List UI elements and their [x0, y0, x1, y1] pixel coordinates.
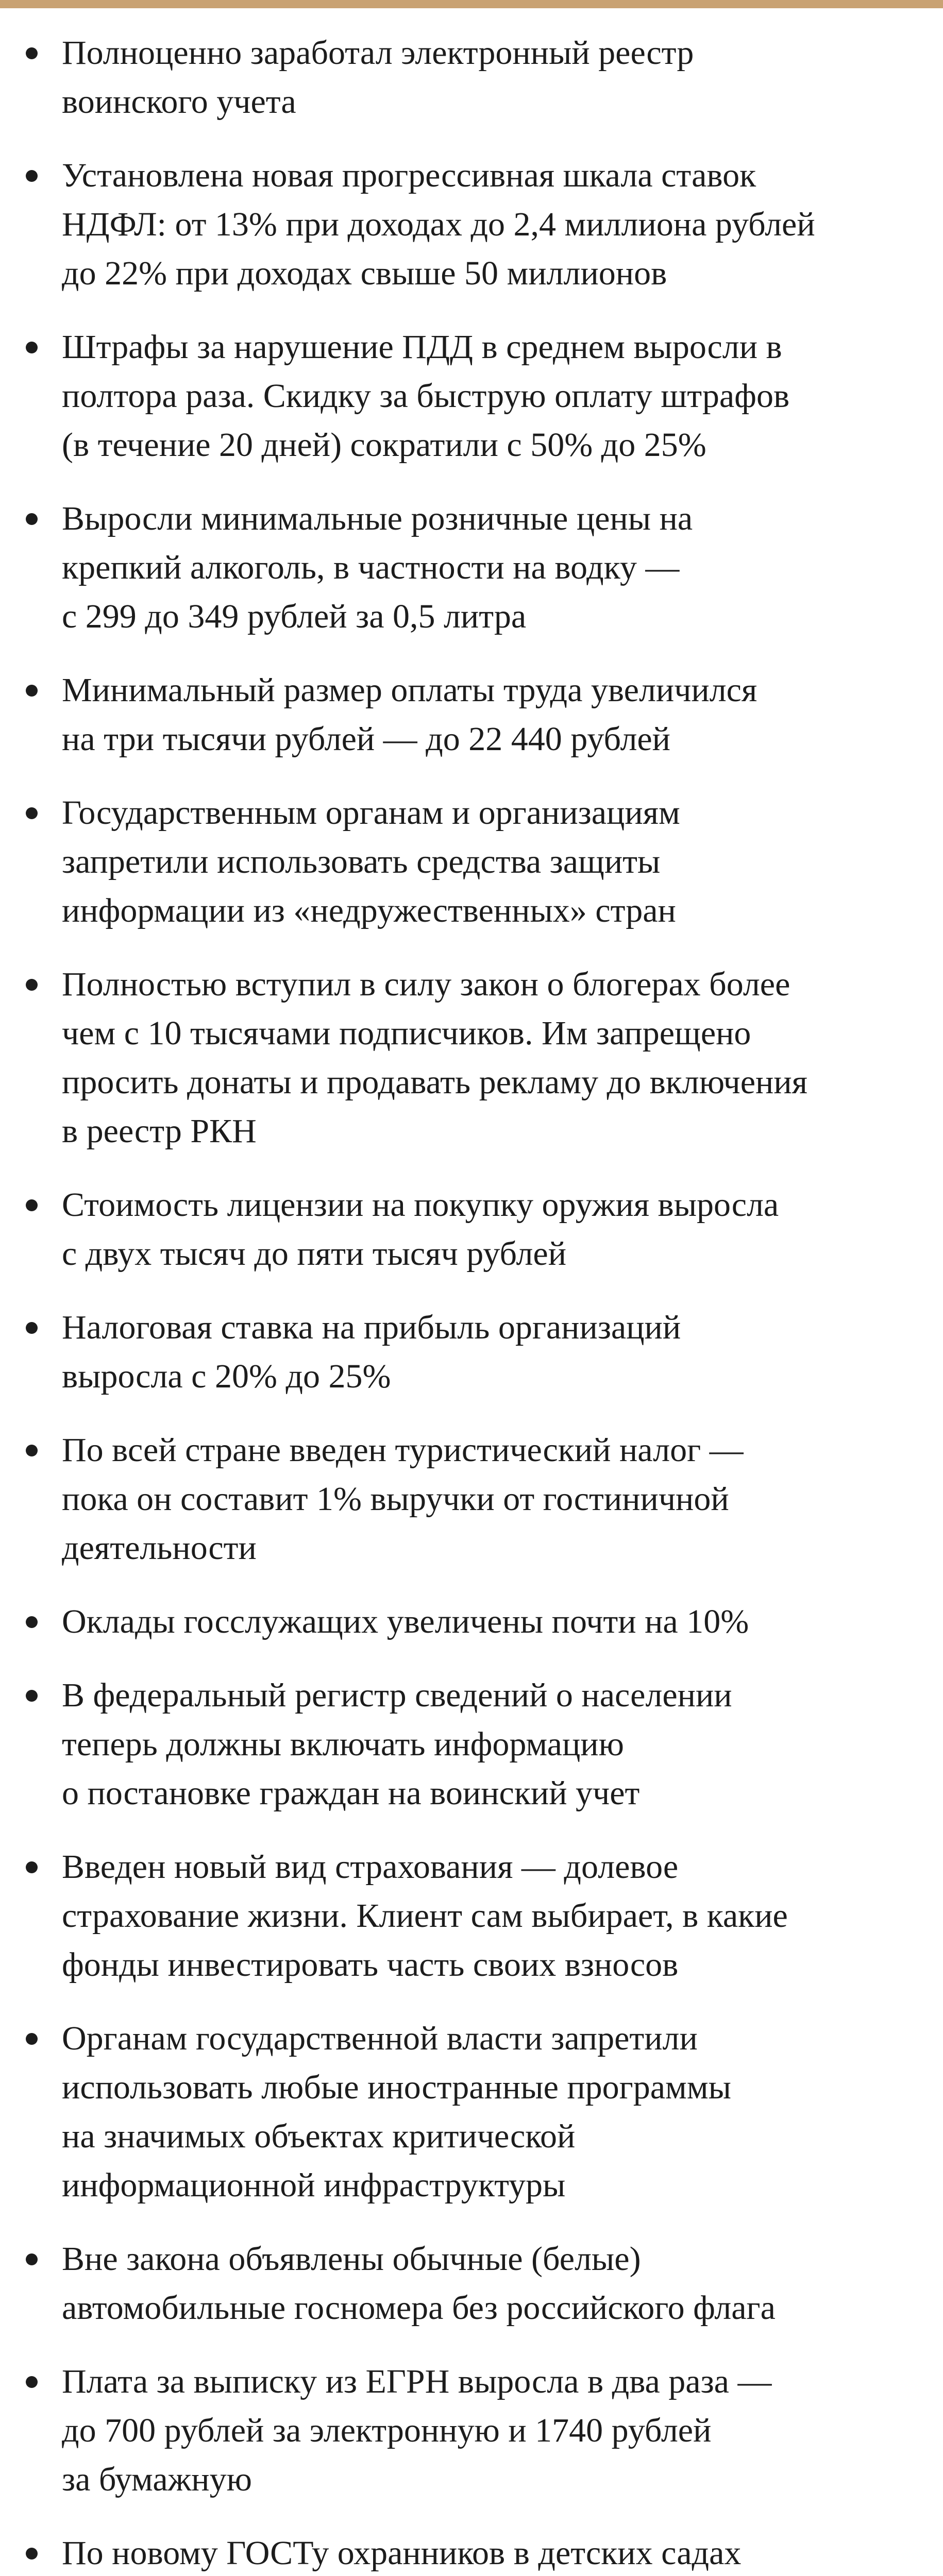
bullet-dot-icon	[26, 513, 38, 525]
list-item-text: Минимальный размер оплаты труда увеличился на три тысячи рублей — до 22 440 рублей	[62, 671, 757, 758]
bullet-dot-icon	[26, 1690, 38, 1702]
list-item-text: Органам государственной власти запретили использовать любые иностранные программы на значимых объектах критической информационной инфраструктуры	[62, 2020, 731, 2204]
top-accent-rule	[0, 0, 943, 8]
list-item	[0, 151, 943, 298]
list-item	[0, 28, 943, 126]
news-bullet-list	[0, 28, 943, 2576]
list-item-text: В федеральный регистр сведений о населении теперь должны включать информацию о постановке граждан на воинский учет	[62, 1676, 732, 1812]
bullet-dot-icon	[26, 1445, 38, 1456]
list-item	[0, 2357, 943, 2504]
list-item-text: По всей стране введен туристический налог — пока он составит 1% выручки от гостиничной деятельности	[62, 1431, 744, 1567]
list-item-text: Полностью вступил в силу закон о блогерах более чем с 10 тысячами подписчиков. Им запрещено просить донаты и продавать рекламу до включения в реестр РКН	[62, 965, 808, 1150]
list-item-text: По новому ГОСТу охранников в детских садах	[62, 2534, 742, 2572]
bullet-dot-icon	[26, 170, 38, 182]
list-item-text: Плата за выписку из ЕГРН выросла в два раза — до 700 рублей за электронную и 1740 рублей за бумажную	[62, 2363, 772, 2498]
bullet-dot-icon	[26, 342, 38, 353]
list-item-text: Оклады госслужащих увеличены почти на 10%	[62, 1603, 749, 1640]
list-item	[0, 1426, 943, 1572]
list-item-text: Государственным органам и организациям запретили использовать средства защиты информации из «недружественных» стран	[62, 794, 680, 929]
list-item-text: Установлена новая прогрессивная шкала ставок НДФЛ: от 13% при доходах до 2,4 миллиона рублей до 22% при доходах свыше 50 миллионов	[62, 157, 815, 292]
list-item	[0, 494, 943, 641]
list-item	[0, 2529, 943, 2576]
list-item	[0, 1597, 943, 1646]
bullet-dot-icon	[26, 807, 38, 819]
list-item-text: Стоимость лицензии на покупку оружия выросла с двух тысяч до пяти тысяч рублей	[62, 1186, 779, 1273]
list-item-text: Штрафы за нарушение ПДД в среднем выросли в полтора раза. Скидку за быструю оплату штрафов (в течение 20 дней) сократили с 50% до 25%	[62, 328, 790, 464]
list-item	[0, 2014, 943, 2210]
list-item	[0, 1303, 943, 1401]
bullet-dot-icon	[26, 1616, 38, 1628]
list-item	[0, 1180, 943, 1278]
bullet-dot-icon	[26, 2548, 38, 2560]
bullet-dot-icon	[26, 2376, 38, 2388]
list-item-text: Выросли минимальные розничные цены на крепкий алкоголь, в частности на водку — с 299 до 349 рублей за 0,5 литра	[62, 500, 693, 635]
list-item-text: Полноценно заработал электронный реестр воинского учета	[62, 34, 694, 121]
bullet-dot-icon	[26, 1861, 38, 1873]
list-item	[0, 1671, 943, 1818]
bullet-dot-icon	[26, 2033, 38, 2045]
list-item	[0, 2234, 943, 2332]
bullet-dot-icon	[26, 47, 38, 59]
list-item	[0, 788, 943, 935]
list-item	[0, 323, 943, 469]
list-item	[0, 960, 943, 1156]
list-item	[0, 666, 943, 764]
bullet-dot-icon	[26, 1199, 38, 1211]
list-item-text: Вне закона объявлены обычные (белые) автомобильные госномера без российского флага	[62, 2240, 776, 2327]
bullet-dot-icon	[26, 979, 38, 991]
bullet-dot-icon	[26, 1322, 38, 1334]
bullet-dot-icon	[26, 2253, 38, 2265]
list-item-text: Налоговая ставка на прибыль организаций выросла с 20% до 25%	[62, 1309, 681, 1395]
bullet-dot-icon	[26, 685, 38, 697]
list-item-text: Введен новый вид страхования — долевое страхование жизни. Клиент сам выбирает, в какие фонды инвестировать часть своих взносов	[62, 1848, 788, 1984]
list-item	[0, 1842, 943, 1989]
